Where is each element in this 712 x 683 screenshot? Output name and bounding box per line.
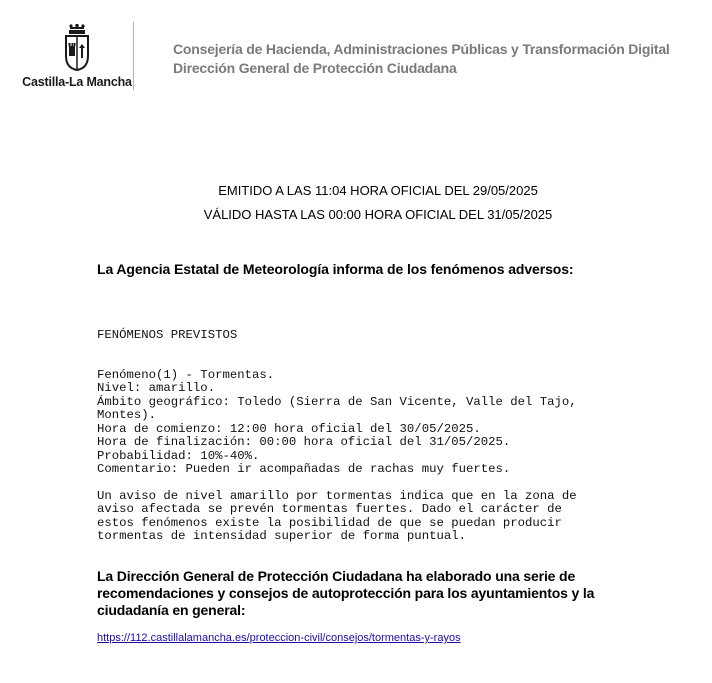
issued-time: EMITIDO A LAS 11:04 HORA OFICIAL DEL 29/05/2025 <box>218 183 538 198</box>
detail-line: Comentario: Pueden ir acompañadas de rachas muy fuertes. <box>97 462 511 476</box>
section-title: FENÓMENOS PREVISTOS <box>97 328 238 342</box>
explanation-line: aviso afectada se prevén tormentas fuertes. Dado el carácter de <box>97 502 562 516</box>
logo-text: Castilla-La Mancha <box>22 75 132 89</box>
closing-line: La Dirección General de Protección Ciudadana ha elaborado una serie de <box>97 568 576 584</box>
detail-line: Fenómeno(1) - Tormentas. <box>97 367 275 382</box>
clm-logo <box>22 24 132 92</box>
closing-paragraph <box>97 568 657 619</box>
closing-line: ciudadanía en general: <box>97 602 246 618</box>
detail-line: Probabilidad: 10%-40%. <box>97 448 260 463</box>
detail-line: Hora de comienzo: 12:00 hora oficial del 30/05/2025. <box>97 421 481 436</box>
detail-line: Hora de finalización: 00:00 hora oficial del 31/05/2025. <box>97 435 511 449</box>
detail-line: Ámbito geográfico: Toledo (Sierra de San Vicente, Valle del Tajo, <box>97 394 577 409</box>
forecast-explanation <box>97 476 577 544</box>
valid-until: VÁLIDO HASTA LAS 00:00 HORA OFICIAL DEL 31/05/2025 <box>203 207 553 222</box>
detail-line: Nivel: amarillo. <box>97 381 216 395</box>
forecast-details <box>97 355 577 477</box>
coat-of-arms-icon <box>62 24 92 72</box>
directorate-name: Dirección General de Protección Ciudadana <box>173 60 457 76</box>
header-text <box>173 40 670 78</box>
explanation-line: Un aviso de nivel amarillo por tormentas indica que en la zona de <box>97 488 577 503</box>
intro-heading: La Agencia Estatal de Meteorología informa de los fenómenos adversos: <box>97 261 574 277</box>
advice-link[interactable]: https://112.castillalamancha.es/proteccion-civil/consejos/tormentas-y-rayos <box>97 632 461 644</box>
explanation-line: tormentas de intensidad superior de forma puntual. <box>97 529 466 543</box>
closing-line: recomendaciones y consejos de autoprotección para los ayuntamientos y la <box>97 585 595 601</box>
department-name: Consejería de Hacienda, Administraciones Públicas y Transformación Digital <box>173 41 670 57</box>
explanation-line: estos fenómenos existe la posibilidad de que se puedan producir <box>97 515 562 530</box>
detail-line: Montes). <box>97 408 157 422</box>
header-divider <box>133 22 134 90</box>
